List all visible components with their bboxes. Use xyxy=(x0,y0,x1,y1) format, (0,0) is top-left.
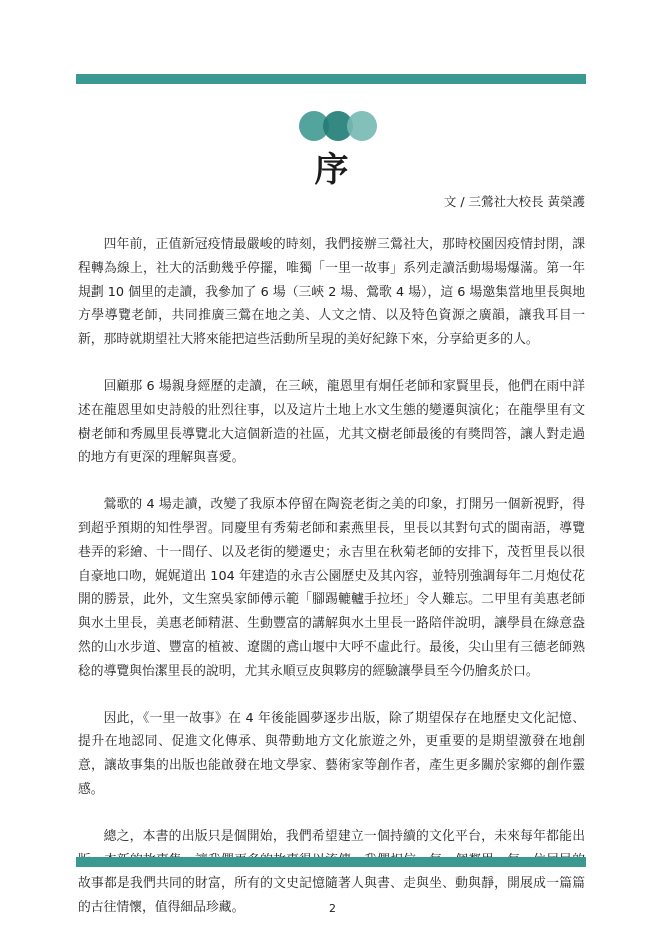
circle-ornament-right xyxy=(347,111,377,141)
author-byline: 文 / 三鶯社大校長 黃榮護 xyxy=(443,194,585,209)
paragraph-4: 因此，《一里一故事》在 4 年後能圓夢逐步出版，除了期望保存在地歷史文化記憶、提升在地認同、促進文化傳承、與帶動地方文化旅遊之外，更重要的是期望激發在地創意，讓故事集的出版也能啟發在地文學家、藝術家等創作者，產生更多關於家鄉的創作靈感。 xyxy=(78,710,585,797)
decorative-circles xyxy=(299,111,377,141)
top-divider-bar xyxy=(76,74,586,84)
page-number: 2 xyxy=(329,902,336,915)
paragraph-1: 四年前，正值新冠疫情最嚴峻的時刻，我們接辦三鶯社大，那時校園因疫情封閉，課程轉為線上，社大的活動幾乎停擺，唯獨「一里一故事」系列走讀活動場場爆滿。第一年規劃 10 個里的走讀，我參加了 6 場（三峽 2 場、鶯歌 4 場），這 6 場邀集當地里長與地方學導覽老師，共同推廣三鶯在地之美、人文之情、以及特色資源之廣韻，讓我耳目一新，那時就期望社大將來能把這些活動所呈現的美好紀錄下來，分享給更多的人。 xyxy=(78,237,585,348)
preface-body xyxy=(78,233,585,943)
bottom-divider-bar xyxy=(76,857,586,867)
page-title: 序 xyxy=(314,150,351,190)
paragraph-3: 鶯歌的 4 場走讀，改變了我原本停留在陶瓷老街之美的印象，打開另一個新視野，得到超乎預期的知性學習。同慶里有秀菊老師和素燕里長，里長以其對句式的閩南語，導覽巷弄的彩繪、十一間仔、以及老街的變遷史；永吉里在秋菊老師的安排下，茂哲里長以很自豪地口吻，娓娓道出 104 年建造的永吉公園歷史及其內容，並特別強調每年二月炮仗花開的勝景，此外，文生窯吳家師傅示範「腳踢轆轤手拉坯」令人難忘。二甲里有美惠老師與水土里長，美惠老師精湛、生動豐富的講解與水土里長一路陪伴說明，讓學員在綠意盎然的山水步道、豐富的植被、遼闊的鳶山堰中大呼不虛此行。最後，尖山里有三德老師熟稔的導覽與怡潔里長的說明，尤其永順豆皮與夥房的經驗讓學員至今仍膾炙於口。 xyxy=(78,497,585,679)
paragraph-2: 回顧那 6 場親身經歷的走讀，在三峽，龍恩里有炯任老師和家賢里長，他們在雨中詳述在龍恩里如史詩般的壯烈往事，以及這片土地上水文生態的變遷與演化；在龍學里有文樹老師和秀鳳里長導覽北大這個新造的社區，尤其文樹老師最後的有獎問答，讓人對走過的地方有更深的理解與喜愛。 xyxy=(78,378,585,466)
paragraph-5: 總之，本書的出版只是個開始，我們希望建立一個持續的文化平台，未來每年都能出 故事都是我們共同的財富，所有的文史記憶隨著人與書、走與坐、動與靜，開展成一篇篇的古往情懷，值得細品珍藏。 xyxy=(78,828,585,916)
